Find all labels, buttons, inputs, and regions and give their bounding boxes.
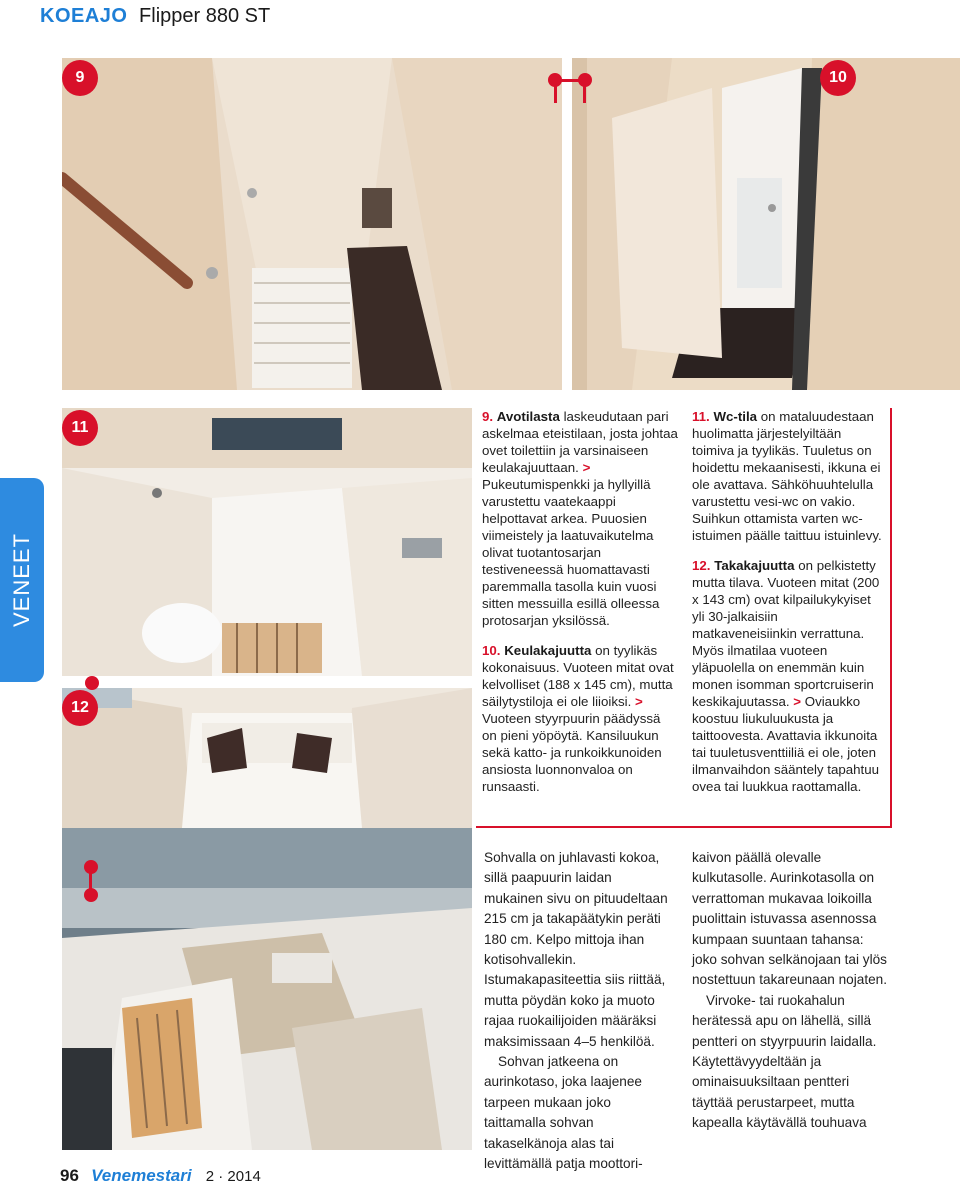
caption-9-arrow: > [582,460,591,475]
caption-10-text-2: Vuoteen styyrpuurin päädyssä on pieni yöpöytä. Kansiluukun sekä katto- ja runkoikkunoiden ansiosta luonnonvaloa on runsaasti. [482,711,662,794]
caption-9-text: laskeudutaan pari askelmaa eteistilaan, josta johtaa ovet toilettiin ja varsinaiseen keulakajuuttaan. [482,409,678,475]
caption-11-lead: Wc-tila [713,409,758,424]
photo-connector-left [84,860,98,902]
caption-12-text-2: Oviaukko koostuu liukuluukusta ja taittoovesta. Avattavia ikkunoita tai tuuletusventtiiliä ei ole, joten ilmanvaihdon sääntely tapahtuu ovea tai luukkua raottamalla. [692,694,880,794]
body-paragraph: Sohvan jatkeena on aurinkotaso, joka laajenee tarpeen mukaan joko taittamalla sohvan takaselkänoja alas tai levittämällä patja moottori- [484,1054,643,1172]
section-brand: KOEAJO [40,5,128,27]
issue-number: 2 · 2014 [205,1168,261,1185]
caption-9-lead: Avotilasta [496,409,560,424]
caption-10-arrow: > [634,694,643,709]
body-paragraph: Virvoke- tai ruokahalun herätessä apu on lähellä, sillä pentteri on styyrpuurin laidalla. Käytettävyydeltään ja ominaisuuksiltaan pentteri täyttää perustarpeet, mutta kapealla käytävällä touhuava [692,992,877,1131]
photo-bow-cabin-door [572,58,960,390]
photo-toilet [62,408,472,676]
magazine-logo: Venemestari [91,1166,192,1185]
caption-12-number: 12. [692,558,711,573]
caption-column-right [692,408,884,808]
caption-12-lead: Takakajuutta [714,558,795,573]
photo-number-12: 12 [62,690,98,726]
body-column-right [692,848,888,1134]
caption-9-number: 9. [482,409,494,424]
photo-connector-9-10 [548,72,592,112]
caption-10-text: on tyylikäs kokonaisuus. Vuoteen mitat ovat kelvolliset (188 x 145 cm), mutta säilytystiloja ei ole liioiksi. [482,643,674,709]
photo-number-11: 11 [62,410,98,446]
page-number: 96 [60,1166,79,1185]
caption-column-left [482,408,678,808]
page-header [40,4,270,28]
caption-12 [692,557,884,795]
caption-10-lead: Keulakajuutta [504,643,592,658]
article-title: Flipper 880 ST [139,5,271,27]
caption-9 [482,408,678,629]
photo-number-9: 9 [62,60,98,96]
body-column-left [484,848,674,1175]
caption-10-number: 10. [482,643,501,658]
caption-11 [692,408,884,544]
caption-11-number: 11. [692,409,710,424]
caption-12-arrow: > [793,694,802,709]
caption-12-text: on pelkistetty mutta tilava. Vuoteen mitat (200 x 143 cm) ovat kilpailukykyiset yli 30-jalkaisiin matkaveneisiinkin verrattuna. Myös ilmatilaa vuoteen yläpuolella on enemmän kuin monen isomman sportcruiserin keskikajuutassa. [692,558,880,709]
body-paragraph: Sohvalla on juhlavasti kokoa, sillä paapuurin laidan mukainen sivu on pituudeltaan 215 cm ja takapäätykin peräti 180 cm. Kelpo mittoja ihan kotisohvallekin. Istumakapasiteettia siis riittää, mutta pöydän koko ja muoto rajaa ruokailijoiden määräksi maksimissaan 4–5 henkilöä. [484,850,668,1049]
caption-10 [482,642,678,795]
photo-connector-11-12 [84,676,100,690]
body-paragraph: kaivon päällä olevalle kulkutasolle. Aurinkotasolla on verrattoman mukavaa loikoilla puolittain istuvassa asennossa kumpaan suuntaan tahansa: joko sohvan selkänojaan tai ylös nostettuun takareunaan nojaten. [692,850,887,988]
photo-entrance-hall [62,58,562,390]
page-footer [60,1166,261,1187]
side-tab-label: VENEET [9,532,34,628]
caption-11-text: on mataluudestaan huolimatta järjestelyiltään toimiva ja tyylikäs. Tuuletus on hoidettu mekaanisesti, ikkuna ei ole avattava. Sähköhuuhtelulla varustettu vesi-wc on vakio. Suihkun ottamista varten wc-istuimen päälle taittuu istuinlevy. [692,409,882,543]
section-side-tab [0,478,44,682]
photo-number-10: 10 [820,60,856,96]
photo-aft-cabin [62,688,472,828]
photo-cockpit-sofa [62,828,472,1150]
caption-9-text-2: Pukeutumispenkki ja hyllyillä varustettu vaatekaappi helpottavat arkea. Puuosien viimeistely ja laatuvaikutelma olivat tuotantosarjan testiveneessä huomattavasti paremmalla tasolla kuin vuosi sitten messuilla esillä olleessa protosarjan yksilössä. [482,477,660,628]
